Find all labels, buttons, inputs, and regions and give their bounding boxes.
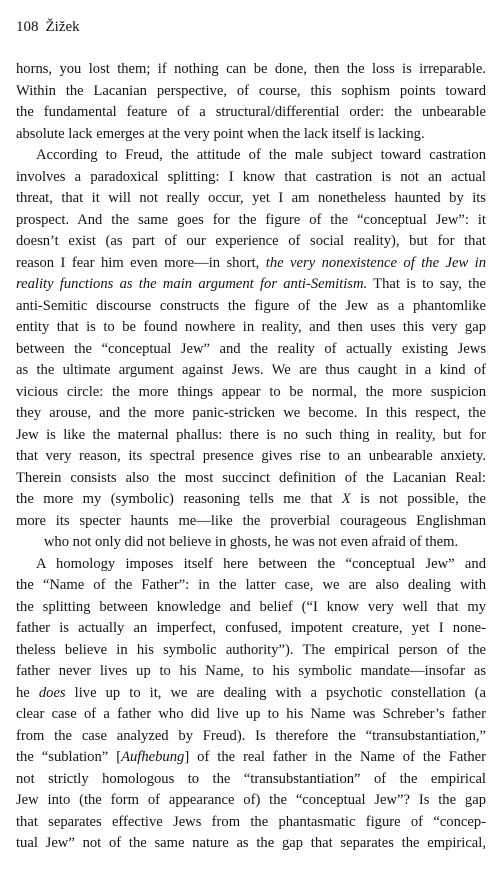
text-line: the “Name of the Father”: in the latter case, we are also dealing with: [16, 577, 486, 593]
text-line: theless believe in his symbolic authority”). The empirical person of the: [16, 641, 486, 658]
text-line: that very reason, its spectral presence gives rise to an unbearable anxiety.: [16, 448, 486, 464]
text-run: he: [16, 684, 39, 701]
paragraph-2: [16, 145, 486, 554]
text-line: as the ultimate argument against Jews. We are thus caught in a kind of: [16, 362, 486, 378]
text-line: threat, that it will not really occur, yet I am nonetheless haunted by its: [16, 190, 486, 206]
page-number: 108: [16, 19, 39, 35]
emphasis-text: the very nonexistence of the Jew in: [265, 254, 486, 271]
text-line: horns, you lost them; if nothing can be done, then the loss is irreparable.: [16, 61, 486, 77]
text-line: Within the Lacanian perspective, of course, this sophism points toward: [16, 82, 486, 99]
paragraph-3: [16, 554, 486, 855]
text-line: father is actually an imperfect, confused, impotent creature, yet I none-: [16, 620, 486, 636]
text-line: more its specter haunts me—like the proverbial courageous Englishman: [16, 512, 486, 529]
text-line: [16, 274, 486, 296]
text-line: the fundamental feature of a structural/differential order: the unbearable: [16, 104, 486, 120]
emphasis-text: X: [341, 491, 351, 507]
text-line: A homology imposes itself here between the “conceptual Jew” and: [36, 555, 486, 572]
text-run: ] of the real father in the Name of the Father: [184, 749, 486, 765]
text-line: [16, 489, 486, 511]
text-run: live up to it, we are dealing with a psychotic constellation (a: [65, 684, 486, 701]
running-head-author: Žižek: [45, 19, 80, 35]
text-line: father never lives up to his Name, to his symbolic mandate—insofar as: [16, 663, 486, 679]
text-line: prospect. And the same goes for the figure of the “conceptual Jew”: it: [16, 211, 486, 228]
text-line: clear case of a father who did live up to his Name was Schreber’s father: [16, 706, 486, 722]
emphasis-text: does: [38, 684, 66, 701]
text-run: is not possible, the: [350, 491, 486, 507]
text-line: absolute lack emerges at the very point when the lack itself is lacking.: [16, 125, 425, 142]
text-run: the “sublation” [: [16, 749, 122, 765]
emphasis-text: Aufhebung: [121, 749, 185, 765]
paragraph-1: [16, 59, 486, 145]
text-line: from the case analyzed by Freud). Is therefore the “transubstantiation,”: [16, 727, 486, 744]
text-line: tual Jew” not of the same nature as the gap that separates the empirical,: [16, 835, 486, 851]
text-line: doesn’t exist (as part of our experience of social reality), but for that: [16, 233, 486, 249]
text-line: not strictly homologous to the “transubstantiation” of the empirical: [16, 770, 486, 787]
text-line: Jew is like the maternal phallus: there is no such thing in reality, but for: [16, 426, 486, 443]
text-line: entity that is to be found nowhere in reality, and then uses this very gap: [16, 319, 486, 335]
running-head: [16, 18, 486, 36]
text-line: According to Freud, the attitude of the male subject toward castration: [36, 147, 486, 163]
emphasis-text: reality functions as the main argument for anti-Semitism.: [16, 276, 368, 292]
text-run: the more my (symbolic) reasoning tells me that: [16, 491, 342, 507]
text-run: That is to say, the: [367, 276, 486, 292]
text-line: vicious circle: the more things appear to be normal, the more suspicion: [16, 383, 486, 400]
text-line: that separates effective Jews from the phantasmatic figure of “concep-: [16, 813, 486, 830]
text-line: who not only did not believe in ghosts, he was not even afraid of them.: [43, 534, 459, 550]
text-line: [16, 747, 486, 769]
text-line: involves a paradoxical splitting: I know that castration is not an actual: [16, 168, 486, 185]
text-line: anti-Semitic discourse constructs the figure of the Jew as a phantomlike: [16, 297, 486, 314]
text-line: [16, 683, 486, 705]
text-line: between the “conceptual Jew” and the reality of actually existing Jews: [16, 340, 486, 357]
text-line: Jew into (the form of appearance of) the “conceptual Jew”? Is the gap: [16, 792, 486, 808]
text-line: they arouse, and the more panic-stricken we become. In this respect, the: [16, 405, 486, 421]
book-page: [16, 18, 486, 855]
text-run: reason I fear him even more—in short,: [16, 254, 260, 271]
text-line: [16, 253, 486, 275]
text-line: Therein consists also the most succinct definition of the Lacanian Real:: [16, 469, 486, 486]
text-line: the splitting between knowledge and belief (“I know very well that my: [16, 598, 486, 615]
